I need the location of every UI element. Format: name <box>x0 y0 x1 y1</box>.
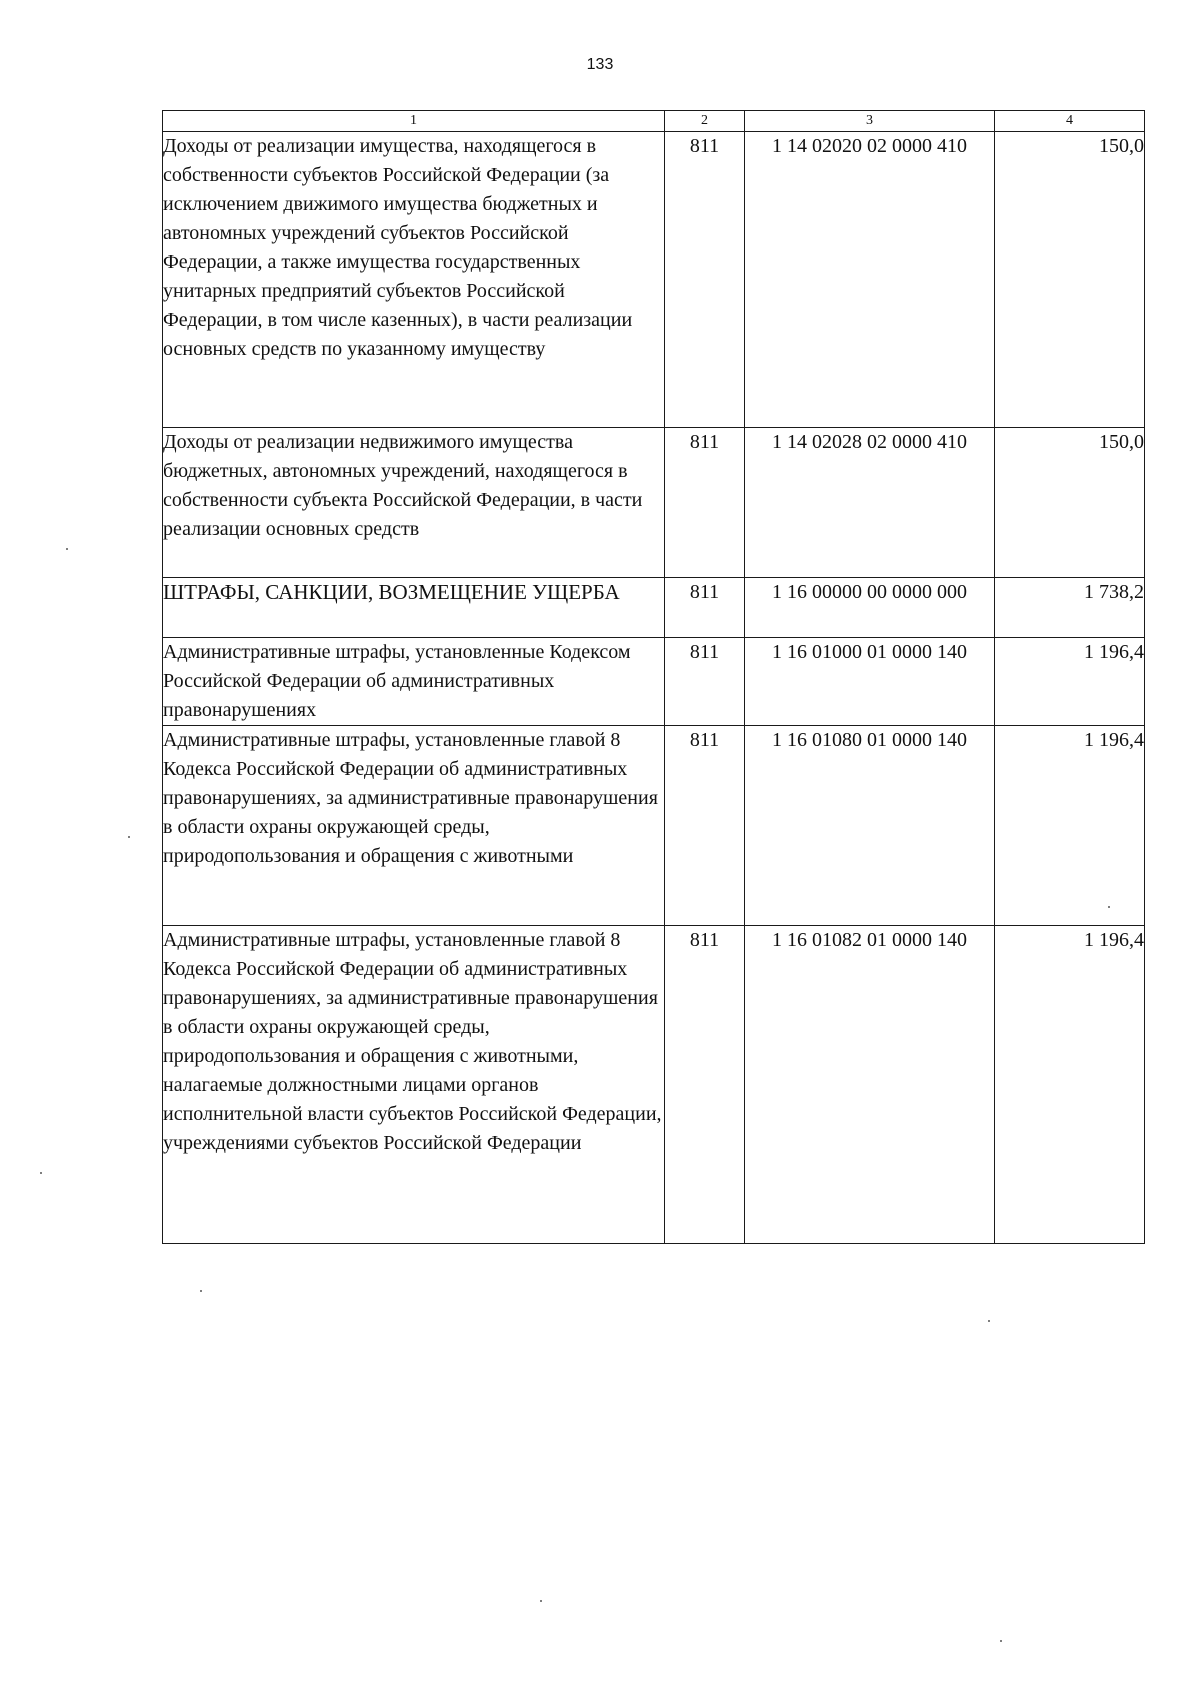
amount: 1 738,2 <box>995 578 1145 638</box>
income-description: Административные штрафы, установленные главой 8 Кодекса Российской Федерации об административных правонарушениях, за административные правонарушения в области охраны окружающей среды, природопользования и обращения с животными <box>163 726 665 926</box>
classification-code: 1 14 02028 02 0000 410 <box>745 428 995 578</box>
page-number: 133 <box>586 56 614 73</box>
scan-speck <box>540 1600 542 1602</box>
scan-speck <box>1108 906 1110 908</box>
amount: 1 196,4 <box>995 726 1145 926</box>
income-description: Административные штрафы, установленные Кодексом Российской Федерации об административных правонарушениях <box>163 638 665 726</box>
income-description: Административные штрафы, установленные главой 8 Кодекса Российской Федерации об административных правонарушениях, за административные правонарушения в области охраны окружающей среды, природопользования и обращения с животными, налагаемые должностными лицами органов исполнительной власти субъектов Российской Федерации, учреждениями субъектов Российской Федерации <box>163 926 665 1244</box>
table-row <box>163 638 1145 726</box>
classification-code: 1 16 01082 01 0000 140 <box>745 926 995 1244</box>
admin-code: 811 <box>665 132 745 428</box>
income-description: Доходы от реализации недвижимого имущества бюджетных, автономных учреждений, находящегося в собственности субъекта Российской Федерации, в части реализации основных средств <box>163 428 665 578</box>
amount: 1 196,4 <box>995 926 1145 1244</box>
column-number: 1 <box>163 111 665 132</box>
amount: 1 196,4 <box>995 638 1145 726</box>
column-number: 2 <box>665 111 745 132</box>
admin-code: 811 <box>665 638 745 726</box>
column-number: 4 <box>995 111 1145 132</box>
amount: 150,0 <box>995 132 1145 428</box>
column-number: 3 <box>745 111 995 132</box>
table-row <box>163 132 1145 428</box>
income-description: ШТРАФЫ, САНКЦИИ, ВОЗМЕЩЕНИЕ УЩЕРБА <box>163 578 665 638</box>
table-row <box>163 726 1145 926</box>
scan-speck <box>66 548 68 550</box>
revenue-table <box>162 110 1145 1244</box>
classification-code: 1 16 00000 00 0000 000 <box>745 578 995 638</box>
scan-speck <box>1000 1640 1002 1642</box>
amount: 150,0 <box>995 428 1145 578</box>
classification-code: 1 16 01080 01 0000 140 <box>745 726 995 926</box>
classification-code: 1 14 02020 02 0000 410 <box>745 132 995 428</box>
scan-speck <box>128 836 130 838</box>
table-row <box>163 926 1145 1244</box>
admin-code: 811 <box>665 926 745 1244</box>
admin-code: 811 <box>665 578 745 638</box>
admin-code: 811 <box>665 428 745 578</box>
scan-speck <box>40 1172 42 1174</box>
column-number-row <box>163 111 1145 132</box>
classification-code: 1 16 01000 01 0000 140 <box>745 638 995 726</box>
table-row <box>163 578 1145 638</box>
scan-speck <box>200 1290 202 1292</box>
income-description: Доходы от реализации имущества, находящегося в собственности субъектов Российской Федерации (за исключением движимого имущества бюджетных и автономных учреждений субъектов Российской Федерации, а также имущества государственных унитарных предприятий субъектов Российской Федерации, в том числе казенных), в части реализации основных средств по указанному имуществу <box>163 132 665 428</box>
scan-speck <box>988 1320 990 1322</box>
admin-code: 811 <box>665 726 745 926</box>
table-row <box>163 428 1145 578</box>
